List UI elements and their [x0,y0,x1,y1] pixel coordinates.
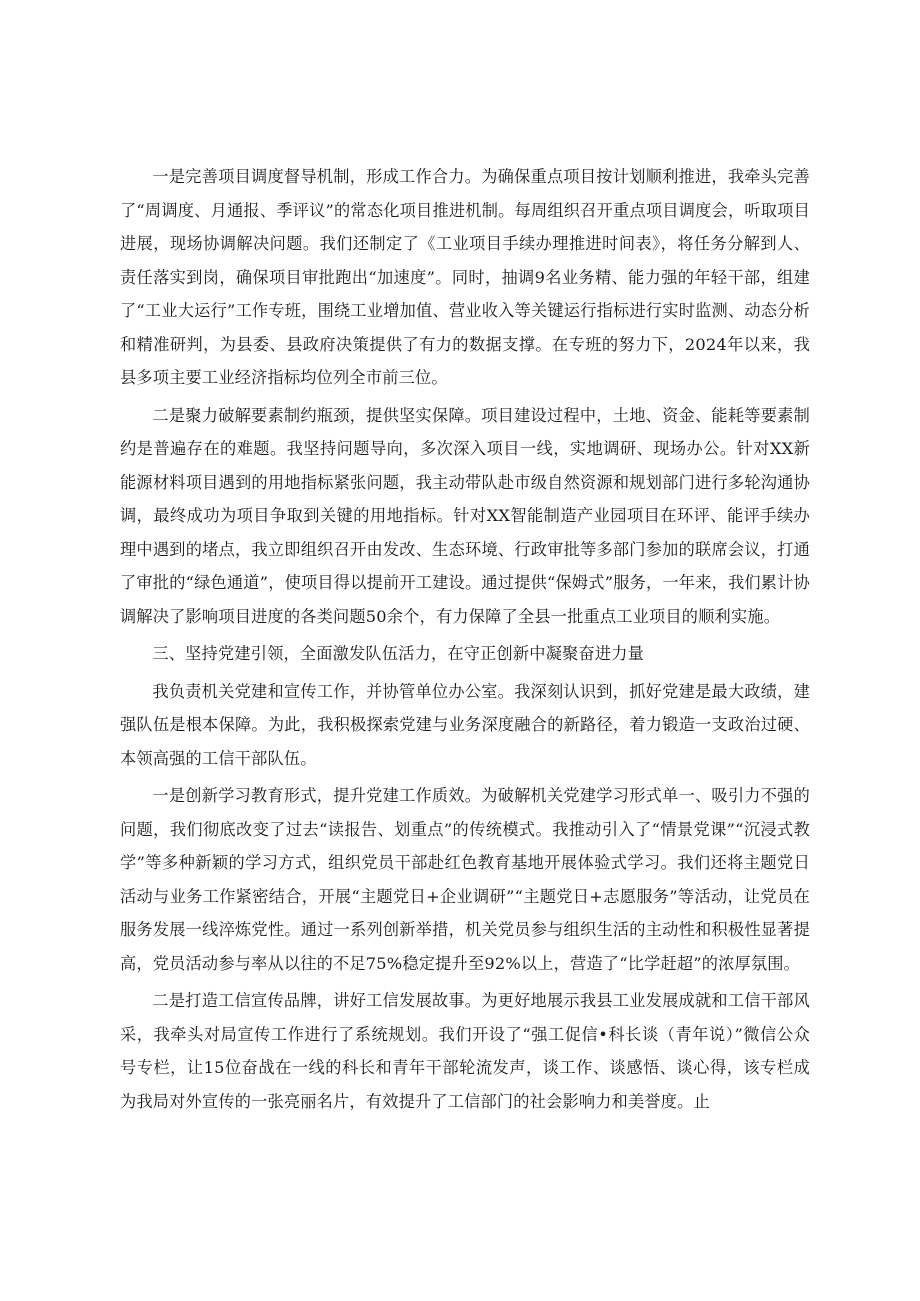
section-heading-party-building: 三、坚持党建引领，全面激发队伍活力，在守正创新中凝聚奋进力量 [152,644,645,663]
paragraph-factor-constraints: 二是聚力破解要素制约瓶颈，提供坚实保障。项目建设过程中，土地、资金、能耗等要素制约是普遍存在的难题。我坚持问题导向，多次深入项目一线，实地调研、现场办公。针对XX新能源材料项目遇到的用地指标紧张问题，我主动带队赴市级自然资源和规划部门进行多轮沟通协调，最终成功为项目争取到关键的用地指标。针对XX智能制造产业园项目在环评、能评手续办理中遇到的堵点，我立即组织召开由发改、生态环境、行政审批等多部门参加的联席会议，打通了审批的“绿色通道”，使项目得以提前开工建设。通过提供“保姆式”服务，一年来，我们累计协调解决了影响项目进度的各类问题50余个，有力保障了全县一批重点工业项目的顺利实施。 [120,405,810,626]
document-page [120,160,810,1122]
paragraph-learning-innovation: 一是创新学习教育形式，提升党建工作质效。为破解机关党建学习形式单一、吸引力不强的问题，我们彻底改变了过去“读报告、划重点”的传统模式。我推动引入了“情景党课”“沉浸式教学”等多种新颖的学习方式，组织党员干部赴红色教育基地开展体验式学习。我们还将主题党日活动与业务工作紧密结合，开展“主题党日+企业调研”“主题党日+志愿服务”等活动，让党员在服务发展一线淬炼党性。通过一系列创新举措，机关党员参与组织生活的主动性和积极性显著提高，党员活动参与率从以往的不足75%稳定提升至92%以上，营造了“比学赶超”的浓厚氛围。 [120,786,810,973]
paragraph-party-work-intro: 我负责机关党建和宣传工作，并协管单位办公室。我深刻认识到，抓好党建是最大政绩，建强队伍是根本保障。为此，我积极探索党建与业务深度融合的新路径，着力锻造一支政治过硬、本领高强的工信干部队伍。 [120,681,810,768]
paragraph-project-scheduling: 一是完善项目调度督导机制，形成工作合力。为确保重点项目按计划顺利推进，我牵头完善了“周调度、月通报、季评议”的常态化项目推进机制。每周组织召开重点项目调度会，听取项目进展，现场协调解决问题。我们还制定了《工业项目手续办理推进时间表》，将任务分解到人、责任落实到岗，确保项目审批跑出“加速度”。同时，抽调9名业务精、能力强的年轻干部，组建了“工业大运行”工作专班，围绕工业增加值、营业收入等关键运行指标进行实时监测、动态分析和精准研判，为县委、县政府决策提供了有力的数据支撑。在专班的努力下，2024年以来，我县多项主要工业经济指标均位列全市前三位。 [120,167,810,387]
paragraph-publicity-brand: 二是打造工信宣传品牌，讲好工信发展故事。为更好地展示我县工业发展成就和工信干部风采，我牵头对局宣传工作进行了系统规划。我们开设了“强工促信•科长谈（青年说）”微信公众号专栏，让15位奋战在一线的科长和青年干部轮流发声，谈工作、谈感悟、谈心得，该专栏成为我局对外宣传的一张亮丽名片，有效提升了工信部门的社会影响力和美誉度。止 [120,991,810,1111]
